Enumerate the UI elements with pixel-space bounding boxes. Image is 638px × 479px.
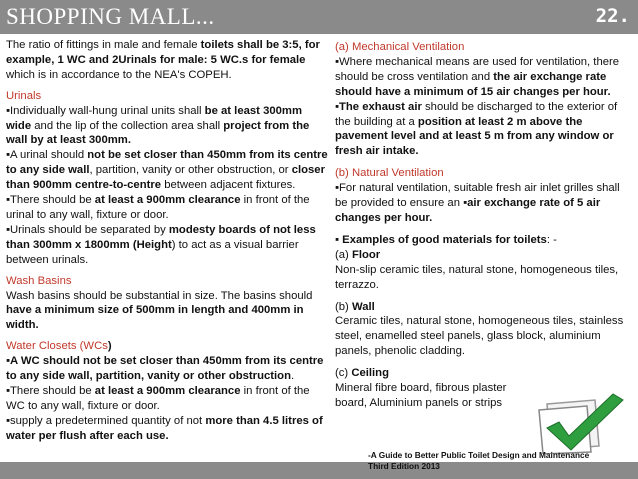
bullet-item: ▪There should be at least a 900mm clearance in front of the urinal to any wall, fixture or door.: [6, 194, 310, 221]
nat-ventilation-heading: (b) Natural Ventilation: [335, 167, 444, 180]
bullet-item: ▪For natural ventilation, suitable fresh air inlet grilles shall be provided to ensure an ▪air exchange rate of 5 air changes per hour.: [335, 182, 620, 224]
nat-ventilation-list: [335, 181, 635, 226]
slide-number: 22.: [595, 5, 630, 27]
water-closets-heading: [6, 339, 328, 354]
source-citation: [368, 450, 589, 471]
bullet-item: ▪A urinal should not be set closer than 450mm from its centre to any side wall, partition, vanity or other obstruction, or closer than 900mm centre-to-centre between adjacent fixtures.: [6, 149, 328, 192]
ceiling-label: (c) Ceiling: [335, 367, 389, 380]
urinals-list: [6, 104, 328, 268]
bullet-item: ▪There should be at least a 900mm clearance in front of the WC to any wall, fixture or door.: [6, 384, 310, 412]
bullet-item: Wash basins should be substantial in size. The basins should have a minimum size of 500mm in length and 400mm in width.: [6, 289, 313, 332]
wall-label: (b) Wall: [335, 300, 375, 313]
intro-paragraph: The ratio of fittings in male and female toilets shall be 3:5, for example, 1 WC and 2Urinals for male: 5 WC.s for female which is in accordance to the NEA's COPEH.: [6, 39, 320, 81]
source-line-1: -A Guide to Better Public Toilet Design and Maintenance: [368, 450, 590, 460]
wash-basins-heading: Wash Basins: [6, 274, 72, 287]
wc-list: [6, 354, 328, 443]
urinals-heading: Urinals: [6, 89, 42, 102]
source-line-2: Third Edition 2013: [368, 460, 440, 471]
slide-title: SHOPPING MALL...: [6, 4, 215, 29]
mech-ventilation-list: [335, 55, 635, 159]
wash-basins-text: [6, 289, 328, 334]
bullet-item: ▪supply a predetermined quantity of not more than 4.5 litres of water per flush after each use.: [6, 414, 323, 442]
wc-heading-text: Water Closets (WCs: [6, 340, 108, 353]
floor-label: (a) Floor: [335, 248, 381, 261]
left-column: [6, 38, 328, 444]
bullet-item: ▪The exhaust air should be discharged to the exterior of the building at a position at least 2 m above the pavement level and at least 5 m from any window or fresh air intake.: [335, 100, 618, 158]
bullet-item: ▪Urinals should be separated by modesty boards of not less than 300mm x 1800mm (Height) to act as a visual barrier between urinals.: [6, 223, 316, 266]
wall-text: Ceramic tiles, natural stone, homogeneous tiles, stainless steel, enamelled steel panels, glass block, aluminium panels, phenolic cladding.: [335, 315, 624, 358]
wc-heading-paren: ): [107, 340, 112, 353]
bullet-item: ▪Individually wall-hung urinal units shall be at least 300mm wide and the lip of the collection area shall project from the wall by at least 300mm.: [6, 104, 310, 147]
floor-text: Non-slip ceramic tiles, natural stone, homogeneous tiles, terrazzo.: [335, 263, 619, 291]
ceiling-text: Mineral fibre board, fibrous plaster board, Aluminium panels or strips: [335, 382, 507, 409]
mech-ventilation-heading: (a) Mechanical Ventilation: [335, 41, 465, 53]
green-checkmark-icon: [533, 388, 625, 454]
bullet-item: ▪Where mechanical means are used for ventilation, there should be cross ventilation and the air exchange rate should have a minimum of 15 air changes per hour.: [335, 55, 620, 98]
materials-heading: ▪ Examples of good materials for toilets: -: [335, 233, 557, 246]
bullet-item: ▪A WC should not be set closer than 450mm from its centre to any side wall, partition, vanity or other obstruction.: [6, 355, 324, 383]
title-bar: [0, 0, 638, 34]
right-column: [335, 40, 635, 411]
